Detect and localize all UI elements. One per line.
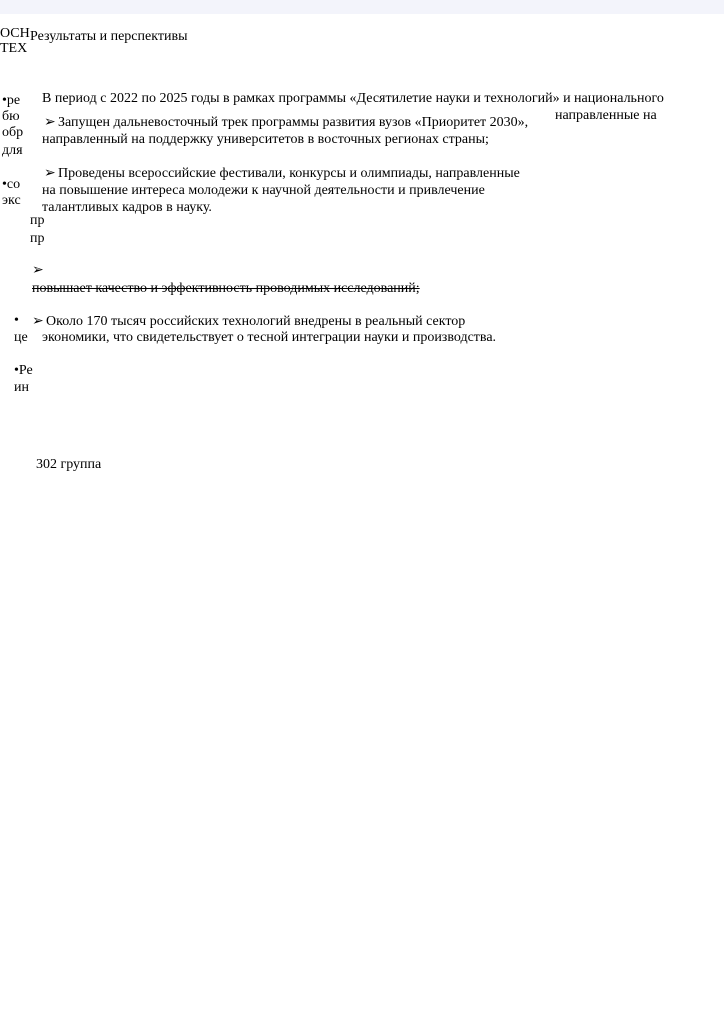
bullet-marker-icon: ➢: [44, 115, 56, 130]
bg-fragment: ОСН: [0, 26, 30, 41]
bullet-2-line-2: на повышение интереса молодежи к научной деятельности и привлечение: [42, 183, 485, 198]
bg-fragment: •Ре: [14, 363, 33, 378]
bg-fragment: обр: [2, 125, 24, 140]
bg-fragment: бю: [2, 109, 20, 124]
bg-fragment: пр: [30, 213, 45, 228]
bg-fragment: ин: [14, 380, 29, 395]
top-bar: [0, 0, 724, 14]
bullet-3-line-1: Около 170 тысяч российских технологий внедрены в реальный сектор: [46, 314, 466, 329]
bg-fragment: •ре: [2, 93, 21, 108]
bg-fragment: экс: [2, 193, 21, 208]
group-label: 302 группа: [36, 457, 102, 472]
bullet-1-line-2: направленный на поддержку университетов в восточных регионах страны;: [42, 132, 489, 147]
obscured-line: повышает качество и эффективность проводимых исследований;: [32, 281, 420, 296]
bg-snippet: направленные на: [555, 108, 657, 123]
page-title: Результаты и перспективы: [30, 29, 188, 44]
intro-line: В период с 2022 по 2025 годы в рамках программы «Десятилетие науки и технологий» и национального: [42, 91, 664, 106]
bg-fragment: для: [2, 143, 23, 158]
bullet-marker-icon: ➢: [44, 166, 56, 181]
bg-fragment: це: [14, 330, 28, 345]
bullet-1-line-1: Запущен дальневосточный трек программы развития вузов «Приоритет 2030»,: [58, 115, 529, 130]
bullet-2-line-1: Проведены всероссийские фестивали, конкурсы и олимпиады, направленные: [58, 166, 520, 181]
bullet-marker-icon: ➢: [32, 263, 44, 278]
bullet-marker-icon: ➢: [32, 314, 44, 329]
bullet-2-line-3: талантливых кадров в науку.: [42, 200, 212, 215]
bg-fragment: •со: [2, 177, 21, 192]
bg-fragment: •: [14, 313, 19, 328]
bullet-3-line-2: экономики, что свидетельствует о тесной интеграции науки и производства.: [42, 330, 497, 345]
bg-fragment: пр: [30, 231, 45, 246]
bg-fragment: ТЕХ: [0, 41, 28, 56]
